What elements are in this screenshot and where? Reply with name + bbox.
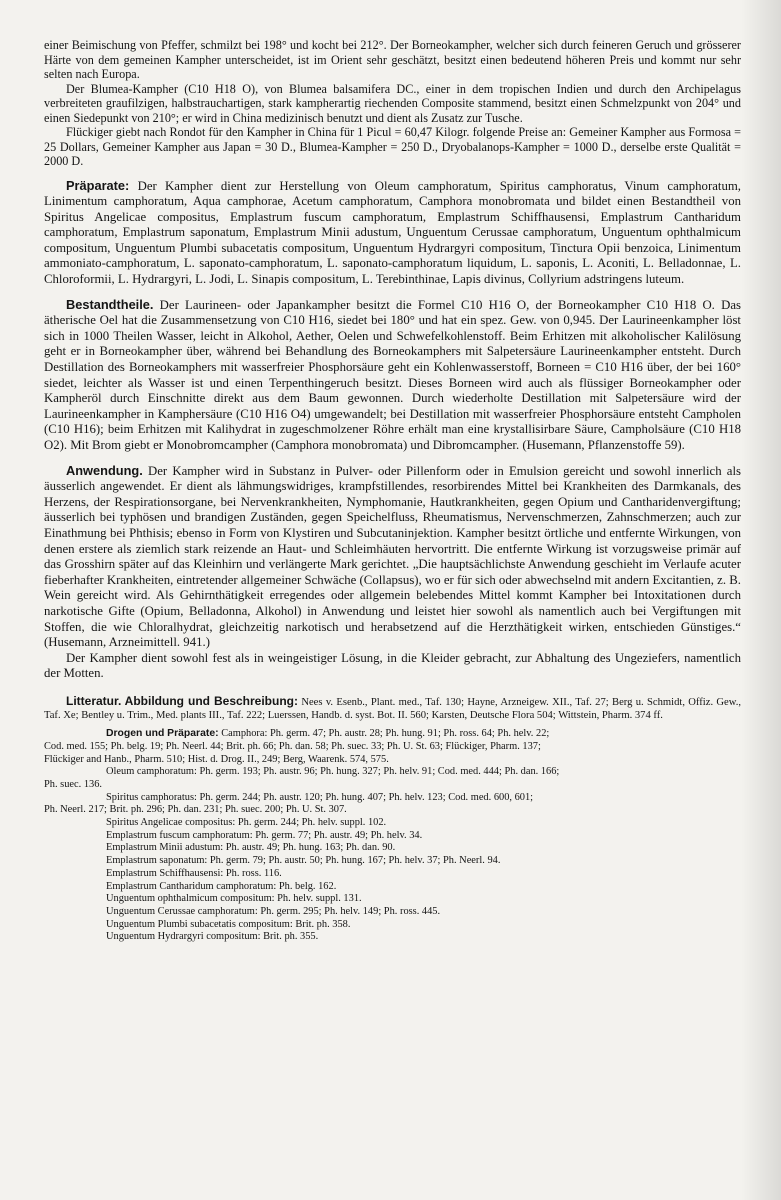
litteratur-subheading: Abbildung und Beschreibung: [124, 693, 298, 708]
bestandtheile-section [44, 297, 741, 454]
litteratur-paragraph [44, 695, 741, 722]
drogen-line: Emplastrum saponatum: Ph. germ. 79; Ph. austr. 50; Ph. hung. 167; Ph. helv. 37; Ph. Neerl. 94. [106, 855, 501, 867]
intro-section [44, 38, 741, 169]
anwendung-text: Der Kampher wird in Substanz in Pulver- oder Pillenform oder in Emulsion gereicht und sowohl innerlich als äusserlich angewendet. Er dient als lähmungswidriges, krampfstillendes, resorbirendes Mittel bei Krankheiten des Darmkanals, des Herzens, der Respirationsorgane, bei Nervenkrankheiten, Nymphomanie, Hautkrankheiten, gegen Opium und Cantharidenvergiftung; äusserlich bei typhösen und brandigen Zuständen, gegen Speichelfluss, Rheumatismus, Nervenschmerzen, Zahnschmerzen; auch zur Einathmung bei Phthisis; ebenso in Form von Klystiren und Subcutaninjektion. Kampher besitzt örtliche und entfernte Wirkungen, von denen erstere als ziemlich stark reizende an Haut- und Schleimhäuten hervortritt. Die entfernte Wirkung ist vorzugsweise primär auf das Grosshirn später auf das Kleinhirn und verlängerte Mark gerichtet. „Die hauptsächlichste Anwendung geschieht im Verlaufe acuter fieberhafter Krankheiten, eintretender allgemeiner Schwäche (Collapsus), wo er für sich oder abwechselnd mit andern Excitantien, z. B. Wein gereicht wird. Als Gehirnthätigkeit erregendes oder allgemein belebendes Mittel kommt Kampher bei Intoxitationen durch narkotische Gifte (Opium, Belladonna, Alkohol) in Anwendung und leistet hier sowohl als namentlich auch bei Vergiftungen mit Stoffen, die wie Chloralhydrat, gleichzeitig narkotisch und herabsetzend auf die Herzthätigkeit wirken, entschieden Günstiges.“ (Husemann, Arzneimittell. 941.) [44, 463, 741, 650]
drogen-list [44, 741, 741, 944]
praeparate-paragraph [44, 178, 741, 288]
litteratur-text: Nees v. Esenb., Plant. med., Taf. 130; Hayne, Arzneigew. XII., Taf. 27; Berg u. Schmidt, Offiz. Gew., Taf. Xe; Bentley u. Trim., Med. plants III., Taf. 222; Luerssen, Handb. d. syst. Bot. II. 560; Karsten, Deutsche Flora 504; Wittstein, Pharm. 374 ff. [44, 696, 742, 721]
drogen-line: Emplastrum Schiffhausensi: Ph. ross. 116. [106, 867, 282, 879]
anwendung-heading: Anwendung. [66, 462, 143, 478]
drogen-line: Unguentum Cerussae camphoratum: Ph. germ. 295; Ph. helv. 149; Ph. ross. 445. [106, 905, 441, 917]
drogen-line: Unguentum ophthalmicum compositum: Ph. helv. suppl. 131. [106, 893, 362, 905]
drogen-line: Flückiger and Hanb., Pharm. 510; Hist. d. Drog. II., 249; Berg, Waarenk. 574, 575. [44, 753, 389, 765]
drogen-first-entry: Camphora: Ph. germ. 47; Ph. austr. 28; Ph. hung. 91; Ph. ross. 64; Ph. helv. 22; [218, 728, 550, 740]
intro-paragraph-2: Der Blumea-Kampher (C10 H18 O), von Blumea balsamifera DC., einer in dem tropischen Indien und durch den Archipelagus verbreiteten graufilzigen, halbstrauchartigen, stark kampherartig riechenden Composite stammend, besitzt einen Schmelzpunkt von 204° und einen Siedepunkt von 210°; er wird in China medizinisch benutzt und dient als Zusatz zur Tusche. [44, 81, 741, 125]
drogen-line: Emplastrum Minii adustum: Ph. austr. 49; Ph. hung. 163; Ph. dan. 90. [106, 842, 396, 854]
intro-paragraph-1: einer Beimischung von Pfeffer, schmilzt bei 198° und kocht bei 212°. Der Borneokampher, welcher sich durch feineren Geruch und grösserer Härte von dem gemeinen Kampher unterscheidet, ist im Orient sehr geschätzt, besitzt einen bedeutend höheren Preis und kommt nur sehr selten nach Europa. [44, 38, 741, 81]
drogen-line: Unguentum Hydrargyri compositum: Brit. ph. 355. [106, 931, 319, 943]
drogen-line: Ph. suec. 136. [44, 778, 103, 790]
litteratur-heading: Litteratur. [66, 693, 122, 708]
drogen-line: Unguentum Plumbi subacetatis compositum: Brit. ph. 358. [106, 918, 351, 930]
drogen-line: Ph. Neerl. 217; Brit. ph. 296; Ph. dan. 231; Ph. suec. 200; Ph. U. St. 307. [44, 804, 347, 816]
anwendung-paragraph-2: Der Kampher dient sowohl fest als in weingeistiger Lösung, in die Kleider gebracht, zur Abhaltung des Ungeziefers, namentlich der Motten. [44, 650, 741, 681]
drogen-line: Emplastrum Cantharidum camphoratum: Ph. belg. 162. [106, 880, 337, 892]
litteratur-section [44, 695, 741, 722]
praeparate-heading: Präparate: [66, 177, 130, 193]
bestandtheile-heading: Bestandtheile. [66, 296, 154, 312]
bestandtheile-text: Der Laurineen- oder Japankampher besitzt die Formel C10 H16 O, der Borneokampher C10 H18 O. Das ätherische Oel hat die Zusammensetzung von C10 H16, siedet bei 180° und hat ein spez. Gew. von 0,945. Der Laurineenkampher löst sich in 1000 Theilen Wasser, leicht in Alkohol, Aether, Oelen und Schwefelkohlenstoff. Beim Erhitzen mit alkoholischer Kalilösung geht er in Borneokampher über, während bei Behandlung des Borneokamphers mit Salpetersäure Laurineenkampher entsteht. Durch Destillation des Borneokamphers mit wasserfreier Phosphorsäure geht ein Kohlenwasserstoff, Borneen = C10 H16 über, der bei 160° siedet, leichter als Wasser ist und einen Terpenthingeruch besitzt. Dieses Borneen wird auch als flüssiger Borneokampher oder Kampheröl durch Einschnitte direkt aus dem Baum gewonnen. Durch wiederholte Destillation mit Salpetersäure wird der Laurineenkampher in Kamphersäure (C10 H16 O4) umgewandelt; bei Destillation mit wasserfreier Phosphorsäure entsteht Campholen (C10 H16); beim Erhitzen mit Kalihydrat in zugeschmolzener Röhre erhält man eine krystallisirbare Säure, Campholsäure (C10 H18 O2). Mit Brom giebt er Monobromcampher (Camphora monobromata) und Dibromcampher. (Husemann, Pflanzenstoffe 59). [44, 297, 741, 452]
drogen-line: Oleum camphoratum: Ph. germ. 193; Ph. austr. 96; Ph. hung. 327; Ph. helv. 91; Cod. med. 444; Ph. dan. 166; [106, 766, 560, 778]
drogen-line: Spiritus Angelicae compositus: Ph. germ. 244; Ph. helv. suppl. 102. [106, 817, 387, 829]
praeparate-text: Der Kampher dient zur Herstellung von Oleum camphoratum, Spiritus camphoratus, Vinum camphoratum, Linimentum camphoratum, Aqua camphorae, Acetum camphoratum, Camphora monobromata und bildet einen Bestandtheil von Spiritus Angelicae compositus, Emplastrum fuscum camphoratum, Emplastrum Schiffhausensi, Emplastrum Cantharidum camphoratum, Emplastrum saponatum, Emplastrum Minii adustum, Unguentum Cerussae camphoratum, Unguentum ophthalmicum compositum, Unguentum Plumbi subacetatis compositum, Unguentum Hydrargyri compositum, Tinctura Opii benzoica, Linimentum ammoniato-camphoratum, L. saponato-camphoratum, L. saponato-camphoratum liquidum, L. saponis, L. Aconiti, L. Belladonnae, L. Chloroformii, L. Hydrargyri, L. Jodi, L. Sinapis compositum, L. Terebinthinae, Lapis divinus, Collyrium adstringens luteum. [44, 178, 741, 287]
drogen-line: Emplastrum fuscum camphoratum: Ph. germ. 77; Ph. austr. 49; Ph. helv. 34. [106, 829, 423, 841]
drogen-line: Cod. med. 155; Ph. belg. 19; Ph. Neerl. 44; Brit. ph. 66; Ph. dan. 58; Ph. suec. 33; Ph. U. St. 63; Flückiger, Pharm. 137; [44, 740, 541, 752]
intro-paragraph-3: Flückiger giebt nach Rondot für den Kampher in China für 1 Picul = 60,47 Kilogr. folgende Preise an: Gemeiner Kampher aus Formosa = 25 Dollars, Gemeiner Kampher aus Japan = 30 D., Blumea-Kampher = 250 D., Dryobalanops-Kampher = 1000 D., derselbe erste Qualität = 2000 D. [44, 125, 741, 168]
page-shadow [741, 0, 781, 1200]
praeparate-section [44, 178, 741, 288]
anwendung-section [44, 463, 741, 682]
drogen-heading: Drogen und Präparate: [106, 728, 219, 740]
bestandtheile-paragraph [44, 297, 741, 454]
anwendung-paragraph [44, 463, 741, 651]
drogen-section [44, 728, 741, 944]
drogen-heading-line [44, 728, 741, 741]
drogen-line: Spiritus camphoratus: Ph. germ. 244; Ph. austr. 120; Ph. hung. 407; Ph. helv. 123; Cod. med. 600, 601; [106, 791, 534, 803]
